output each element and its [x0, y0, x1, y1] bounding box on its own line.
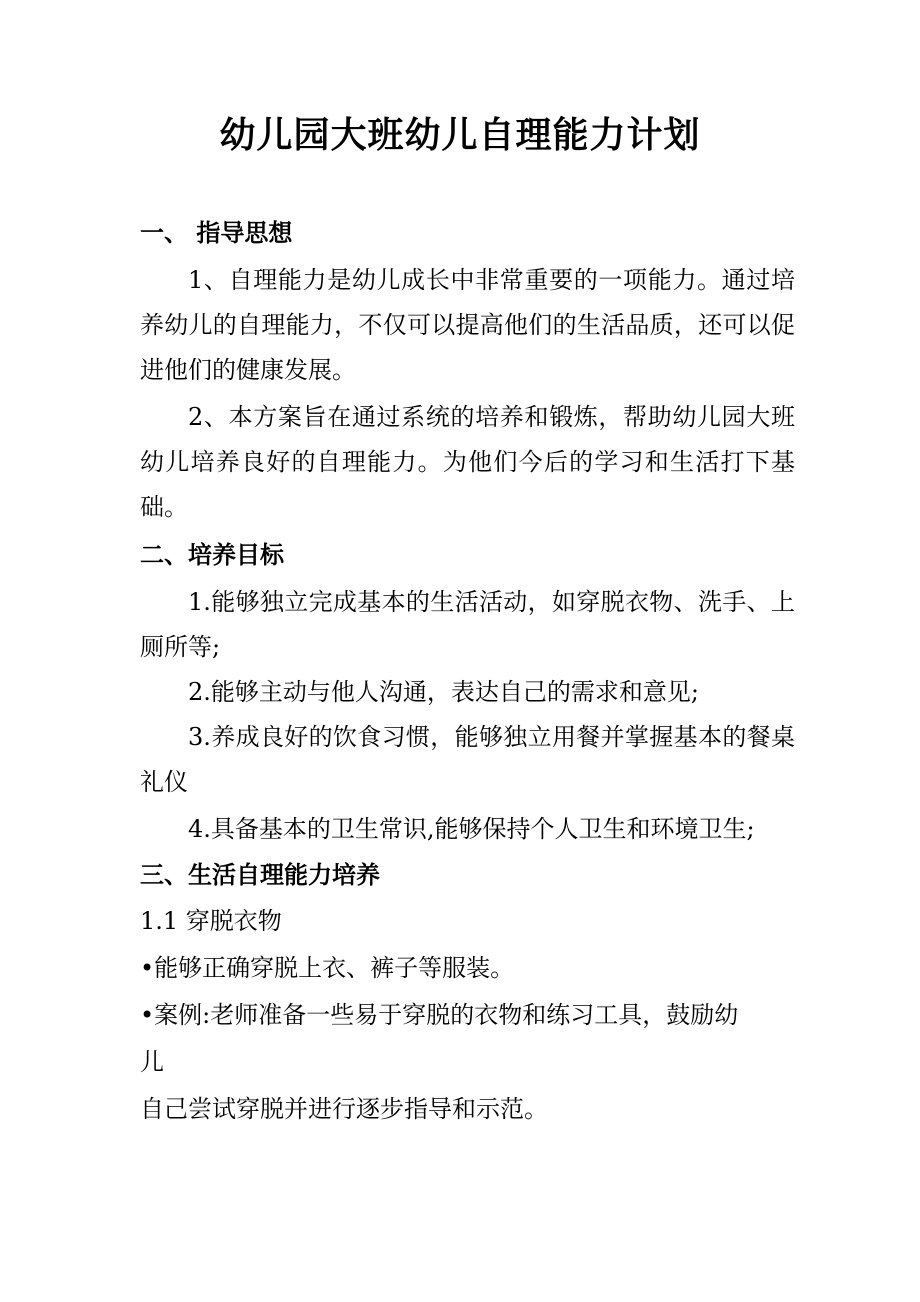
- section-heading: 三、生活自理能力培养: [140, 861, 380, 889]
- bullet-item: •案例:老师准备一些易于穿脱的衣物和练习工具，鼓励幼: [140, 1001, 739, 1029]
- section-heading: 一、 指导思想: [140, 219, 293, 247]
- subsection-heading: 1.1 穿脱衣物: [140, 907, 282, 935]
- section-training-goals: [140, 532, 795, 852]
- document-title: 幼儿园大班幼儿自理能力计划: [219, 115, 701, 156]
- paragraph: 4.具备基本的卫生常识,能够保持个人卫生和环境卫生;: [188, 815, 755, 843]
- section-guiding-ideology: [140, 210, 795, 530]
- text-line: 儿: [140, 1048, 164, 1076]
- section-self-care: [140, 852, 795, 1133]
- section-heading: 二、培养目标: [140, 541, 284, 569]
- document-body: [140, 210, 795, 1133]
- paragraph: 2、本方案旨在通过系统的培养和锻炼，帮助幼儿园大班幼儿培养良好的自理能力。为他们今后的学习和生活打下基础。: [140, 403, 795, 521]
- text-line: 自己尝试穿脱并进行逐步指导和示范。: [140, 1095, 548, 1123]
- paragraph: 1、自理能力是幼儿成长中非常重要的一项能力。通过培养幼儿的自理能力，不仅可以提高他们的生活品质，还可以促进他们的健康发展。: [140, 266, 795, 384]
- bullet-item: •能够正确穿脱上衣、裤子等服装。: [140, 954, 515, 982]
- paragraph: 3.养成良好的饮食习惯，能够独立用餐并掌握基本的餐桌礼仪: [140, 723, 795, 796]
- paragraph: 1.能够独立完成基本的生活活动，如穿脱衣物、洗手、上厕所等;: [140, 588, 795, 661]
- paragraph: 2.能够主动与他人沟通，表达自己的需求和意见;: [188, 678, 699, 706]
